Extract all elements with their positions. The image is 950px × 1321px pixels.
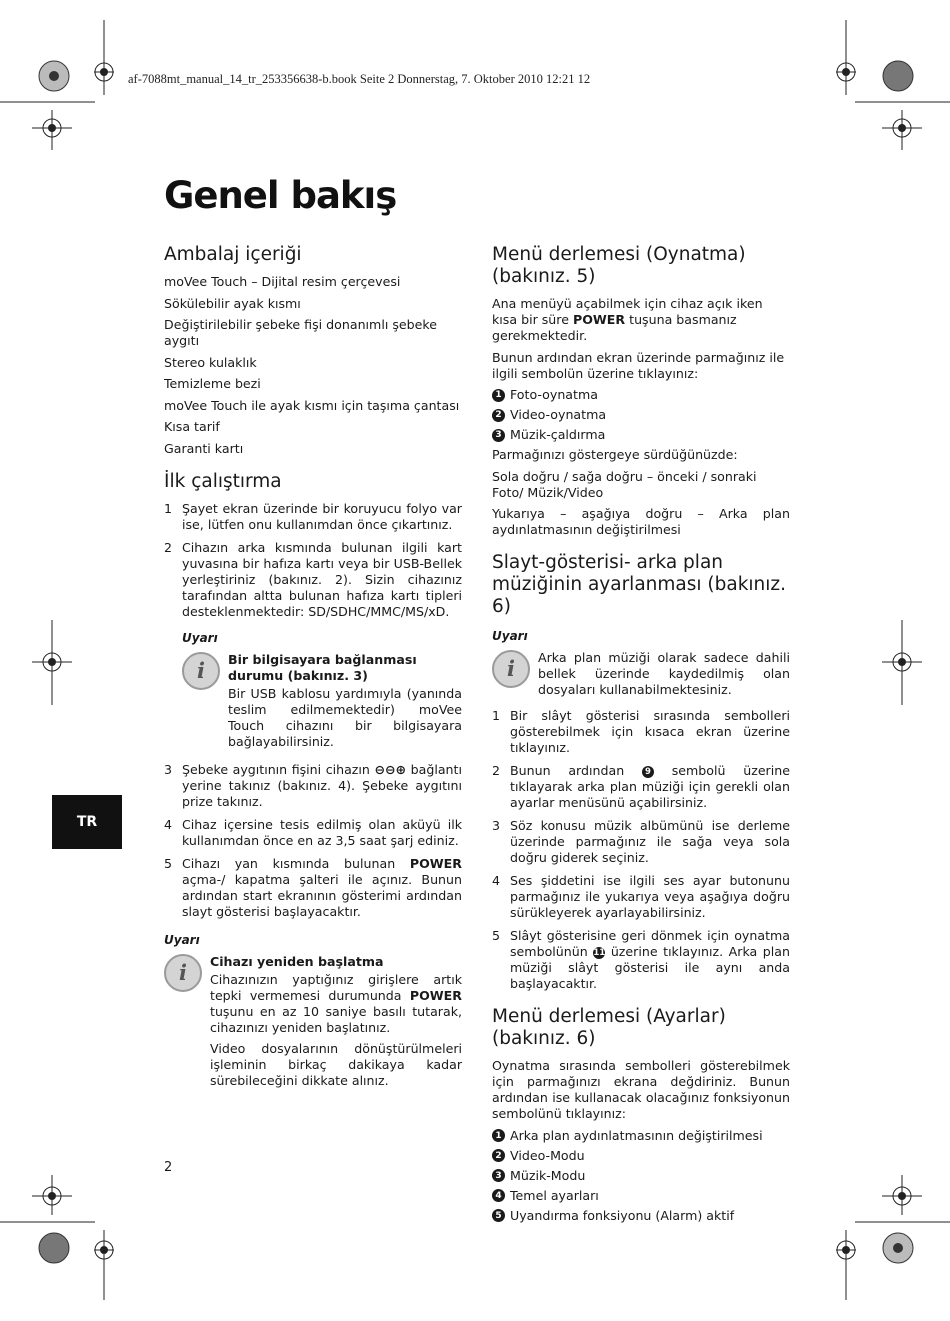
power-label: POWER — [409, 855, 462, 871]
book-header: af-7088mt_manual_14_tr_253356638-b.book Seite 2 Donnerstag, 7. Oktober 2010 12:21 12 — [128, 72, 591, 86]
step-text: Cihazın arka kısmında bulunan ilgili kart yuvasına bir hafıza kartı veya bir USB-Bellek yerleştiriniz (bakınız. 2). Sizin cihazınız tarafından altta bulunan hafıza kartı tipleri desteklenmektedir: SD/SDHC/MMC/MS/xD. — [182, 539, 462, 619]
note-label: Uyarı — [164, 932, 200, 947]
step-text: Bir slâyt gösterisi sırasında sembolleri gösterebilmek için kısaca ekran üzerine tıklayınız. — [510, 708, 790, 755]
list-item: 4 Temel ayarları — [492, 1188, 790, 1204]
power-jack-icon: ⊖⊖⊕ — [374, 761, 407, 777]
info-icon: i — [164, 954, 202, 992]
note-title: Cihazı yeniden başlatma — [210, 953, 384, 969]
step-text: Şayet ekran üzerinde bir koruyucu folyo var ise, lütfen onu kullanımdan önce çıkartınız. — [182, 500, 462, 532]
number-icon: 1 — [492, 389, 505, 402]
paragraph: Parmağınızı göstergeye sürdüğünüzde: — [492, 447, 738, 462]
note-text: Cihazınızın yaptığınız girişlere artık tepki vermemesi durumunda — [210, 971, 462, 1003]
paragraph: Ana menüyü açabilmek için cihaz açık iken kısa bir süre — [492, 296, 763, 327]
number-icon: 2 — [492, 1149, 505, 1162]
step-number: 5 — [164, 855, 173, 871]
info-icon: i — [182, 652, 220, 690]
note-title: Bir bilgisayara bağlanması durumu (bakınız. 3) — [228, 651, 417, 683]
note-text: Arka plan müziği olarak sadece dahili bellek üzerinde kaydedilmiş olan dosyaları kullanabilmektesiniz. — [538, 650, 790, 697]
step-number: 2 — [492, 763, 501, 778]
step-item — [164, 501, 462, 533]
step-item — [164, 540, 462, 620]
number-icon: 5 — [492, 1209, 505, 1222]
play-heading: Menü derlemesi (Oynatma) (bakınız. 5) — [492, 244, 746, 287]
step-item — [492, 708, 790, 756]
note-label: Uyarı — [492, 629, 528, 643]
step-number: 1 — [492, 708, 501, 723]
number-icon: 2 — [492, 409, 505, 422]
note-box — [492, 650, 790, 698]
list-item: 2 Video-Modu — [492, 1148, 790, 1164]
power-label: POWER — [409, 987, 462, 1003]
note-box — [164, 954, 462, 1089]
list-item: Garanti kartı — [164, 440, 244, 456]
settings-heading: Menü derlemesi (Ayarlar) (bakınız. 6) — [492, 1006, 726, 1049]
step-text: Ses şiddetini ise ilgili ses ayar butonunu parmağınız ile yukarıya veya aşağıya doğru sürükleyerek ayarlayabilirsiniz. — [510, 873, 790, 920]
step-text: Bunun ardından — [510, 763, 625, 778]
note-label: Uyarı — [182, 630, 218, 645]
list-item: moVee Touch ile ayak kısmı için taşıma çantası — [164, 397, 460, 413]
number-icon: 4 — [492, 1189, 505, 1202]
list-item: Stereo kulaklık — [164, 354, 257, 370]
list-item: 1 Arka plan aydınlatmasının değiştirilmesi — [492, 1128, 790, 1144]
step-item — [492, 873, 790, 921]
paragraph: tuşuna basmanız gerekmektedir. — [492, 312, 737, 343]
paragraph: Yukarıya – aşağıya doğru – Arka plan aydınlatmasının değiştirilmesi — [492, 506, 790, 537]
step-number: 4 — [164, 816, 173, 832]
power-label: POWER — [572, 312, 626, 327]
number-icon: 3 — [492, 429, 505, 442]
step-text: üzerine tıklayınız. Arka plan müziği slâyt gösterisi ile aynı anda başlayacaktır. — [510, 944, 790, 991]
step-number: 2 — [164, 539, 173, 555]
list-item: moVee Touch – Dijital resim çerçevesi — [164, 274, 401, 289]
package-list — [164, 274, 462, 457]
paragraph: Sola doğru / sağa doğru – önceki / sonraki Foto/ Müzik/Video — [492, 468, 757, 500]
step-text: Söz konusu müzik albümünü ise derleme üzerinde parmağınız ile sağa veya sola doğru giderek seçiniz. — [510, 818, 790, 865]
step-item — [492, 928, 790, 992]
step-number: 5 — [492, 928, 501, 943]
note-text: Video dosyalarının dönüştürülmeleri işleminin birkaç dakikaya kadar sürebileceğini dikkate alınız. — [210, 1040, 462, 1088]
step-item — [492, 763, 790, 811]
firstrun-heading: İlk çalıştırma — [164, 470, 282, 492]
step-text: Cihaz içersine tesis edilmiş olan aküyü ilk kullanımdan önce en az 3,5 saat şarj ediniz. — [182, 816, 462, 848]
step-item — [164, 856, 462, 920]
number-icon: 3 — [492, 1169, 505, 1182]
step-number: 3 — [164, 761, 173, 777]
info-icon: i — [492, 650, 530, 688]
number-icon: 1 — [492, 1129, 505, 1142]
step-item — [164, 817, 462, 849]
step-text: sembolü üzerine tıklayarak arka plan müziği için gerekli olan ayarlar menüsünü açabilirsiniz. — [510, 763, 790, 810]
step-text: açma-/ kapatma şalteri ile açınız. Bunun ardından start ekranının gösterimi ardından slayt gösterisi başlayacaktır. — [182, 871, 462, 919]
paragraph: Bunun ardından ekran üzerinde parmağınız ile ilgili sembolün üzerine tıklayınız: — [492, 349, 785, 381]
right-column — [492, 244, 790, 1228]
note-text: tuşunu en az 10 saniye basılı tutarak, cihazınızı yeniden başlatınız. — [210, 1003, 462, 1035]
page-number: 2 — [164, 1160, 173, 1175]
list-item: 3 Müzik-çaldırma — [492, 427, 790, 443]
step-text: Cihazı yan kısmında bulunan — [182, 855, 396, 871]
step-item — [492, 818, 790, 866]
step-text: Slâyt gösterisine geri dönmek için oynatma sembolünün — [510, 928, 790, 959]
slideshow-heading: Slayt-gösterisi- arka plan müziğinin ayarlanması (bakınız. 6) — [492, 552, 787, 617]
paragraph: Oynatma sırasında sembolleri gösterebilmek için parmağınızı ekrana değdiriniz. Bunun ardından ise kullanacak olacağınız fonksiyonun sembolünü tıklayınız: — [492, 1058, 790, 1121]
page-title: Genel bakış — [164, 174, 397, 217]
list-item: Temizleme bezi — [164, 376, 261, 391]
note-box — [182, 652, 462, 750]
package-heading: Ambalaj içeriği — [164, 244, 302, 265]
step-number: 4 — [492, 873, 501, 888]
number-icon: 11 — [593, 947, 606, 958]
note-text: Bir USB kablosu yardımıyla (yanında teslim edilmemektedir) moVee Touch cihazını bir bilgisayara bağlayabilirsiniz. — [228, 685, 462, 749]
list-item: 5 Uyandırma fonksiyonu (Alarm) aktif — [492, 1208, 790, 1224]
list-item: Kısa tarif — [164, 419, 220, 434]
step-text: Şebeke aygıtının fişini cihazın — [182, 761, 370, 777]
list-item: 2 Video-oynatma — [492, 407, 790, 423]
list-item: Değiştirilebilir şebeke fişi donanımlı şebeke aygıtı — [164, 317, 437, 348]
step-text: bağlantı yerine takınız (bakınız. 4). Şebeke aygıtını prize takınız. — [182, 761, 462, 809]
step-number: 1 — [164, 500, 173, 516]
list-item: 3 Müzik-Modu — [492, 1168, 790, 1184]
number-icon: 9 — [642, 766, 654, 778]
list-item: Sökülebilir ayak kısmı — [164, 295, 301, 311]
step-number: 3 — [492, 818, 501, 833]
step-item — [164, 762, 462, 810]
list-item: 1 Foto-oynatma — [492, 387, 790, 403]
language-tab: TR — [52, 795, 122, 849]
left-column — [164, 244, 462, 1097]
